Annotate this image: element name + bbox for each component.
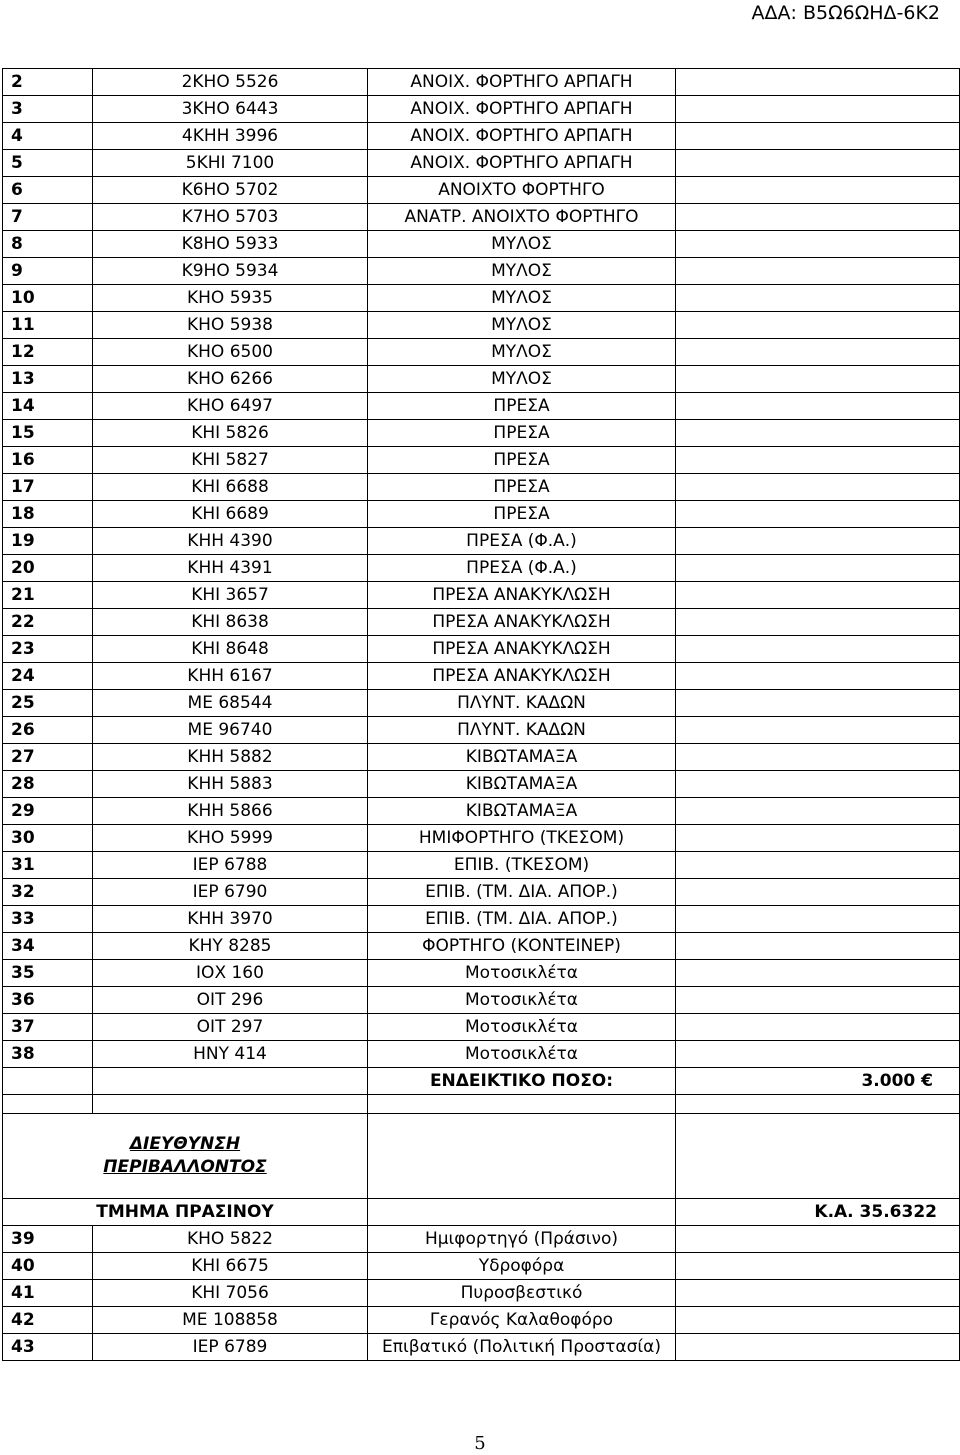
row-number: 12 — [3, 339, 93, 366]
row-number: 31 — [3, 852, 93, 879]
indicative-amount-value: 3.000 € — [676, 1068, 960, 1095]
row-number: 4 — [3, 123, 93, 150]
department-code: Κ.Α. 35.6322 — [676, 1199, 960, 1226]
plate-number: ΚΗΙ 5826 — [93, 420, 368, 447]
vehicle-type: ΜΥΛΟΣ — [368, 231, 676, 258]
table-row — [3, 447, 960, 474]
empty-cell — [676, 285, 960, 312]
table-row — [3, 1307, 960, 1334]
plate-number: ΚΗΟ 6266 — [93, 366, 368, 393]
table-row — [3, 420, 960, 447]
row-number: 11 — [3, 312, 93, 339]
row-number: 7 — [3, 204, 93, 231]
table-row — [3, 690, 960, 717]
table-row — [3, 258, 960, 285]
plate-number: ΗΝΥ 414 — [93, 1041, 368, 1068]
empty-cell — [676, 312, 960, 339]
vehicle-type: ΠΡΕΣΑ ΑΝΑΚΥΚΛΩΣΗ — [368, 609, 676, 636]
empty-cell — [676, 339, 960, 366]
vehicle-type: ΑΝΟΙΧ. ΦΟΡΤΗΓΟ ΑΡΠΑΓΗ — [368, 123, 676, 150]
empty-cell — [676, 987, 960, 1014]
plate-number: ΚΗΗ 5882 — [93, 744, 368, 771]
row-number: 5 — [3, 150, 93, 177]
empty-cell — [676, 771, 960, 798]
empty-cell — [676, 690, 960, 717]
department-label: ΤΜΗΜΑ ΠΡΑΣΙΝΟΥ — [3, 1199, 368, 1226]
vehicle-type: ΜΥΛΟΣ — [368, 312, 676, 339]
empty-cell — [676, 1041, 960, 1068]
row-number: 34 — [3, 933, 93, 960]
vehicle-type: ΠΡΕΣΑ — [368, 393, 676, 420]
row-number: 21 — [3, 582, 93, 609]
row-number: 10 — [3, 285, 93, 312]
plate-number: ΚΗΙ 8638 — [93, 609, 368, 636]
empty-cell — [676, 744, 960, 771]
table-row — [3, 366, 960, 393]
vehicle-type: Ημιφορτηγό (Πράσινο) — [368, 1226, 676, 1253]
empty-cell — [676, 123, 960, 150]
vehicle-type: ΜΥΛΟΣ — [368, 339, 676, 366]
plate-number: ΚΗΟ 5822 — [93, 1226, 368, 1253]
table-row — [3, 933, 960, 960]
plate-number: Κ6ΗΟ 5702 — [93, 177, 368, 204]
table-row — [3, 96, 960, 123]
summary-section — [3, 1068, 960, 1226]
plate-number: ΚΗΗ 4390 — [93, 528, 368, 555]
table-row — [3, 528, 960, 555]
table-row — [3, 69, 960, 96]
directorate-line2: ΠΕΡΙΒΑΛΛΟΝΤΟΣ — [103, 1157, 267, 1177]
table-row — [3, 960, 960, 987]
vehicle-type: ΗΜΙΦΟΡΤΗΓΟ (ΤΚΕΣΟΜ) — [368, 825, 676, 852]
vehicle-type: ΠΛΥΝΤ. ΚΑΔΩΝ — [368, 717, 676, 744]
table-row — [3, 825, 960, 852]
table-row — [3, 393, 960, 420]
table-row — [3, 204, 960, 231]
row-number: 16 — [3, 447, 93, 474]
vehicle-type: Μοτοσικλέτα — [368, 1041, 676, 1068]
vehicle-type: ΑΝΟΙΧ. ΦΟΡΤΗΓΟ ΑΡΠΑΓΗ — [368, 96, 676, 123]
row-number: 23 — [3, 636, 93, 663]
empty-cell — [676, 447, 960, 474]
plate-number: ΜΕ 108858 — [93, 1307, 368, 1334]
vehicle-type: ΕΠΙΒ. (ΤΚΕΣΟΜ) — [368, 852, 676, 879]
plate-number: ΚΗΗ 5866 — [93, 798, 368, 825]
row-number: 28 — [3, 771, 93, 798]
row-number: 25 — [3, 690, 93, 717]
table-row — [3, 609, 960, 636]
vehicle-type: ΚΙΒΩΤΑΜΑΞΑ — [368, 771, 676, 798]
table-row — [3, 312, 960, 339]
empty-cell — [676, 528, 960, 555]
empty-cell — [676, 879, 960, 906]
vehicle-type: ΠΡΕΣΑ — [368, 420, 676, 447]
plate-number: ΚΗΗ 5883 — [93, 771, 368, 798]
row-number: 37 — [3, 1014, 93, 1041]
table-row — [3, 987, 960, 1014]
plate-number: ΚΗΟ 5935 — [93, 285, 368, 312]
row-number: 40 — [3, 1253, 93, 1280]
table-row — [3, 906, 960, 933]
row-number: 43 — [3, 1334, 93, 1361]
empty-cell — [676, 933, 960, 960]
plate-number: ΚΗΙ 8648 — [93, 636, 368, 663]
plate-number: ΟΙΤ 297 — [93, 1014, 368, 1041]
vehicle-type: ΠΡΕΣΑ (Φ.Α.) — [368, 555, 676, 582]
row-number: 14 — [3, 393, 93, 420]
row-number: 33 — [3, 906, 93, 933]
table-row — [3, 636, 960, 663]
row-number: 8 — [3, 231, 93, 258]
empty-cell — [676, 393, 960, 420]
plate-number: ΚΗΟ 5999 — [93, 825, 368, 852]
vehicle-type: ΜΥΛΟΣ — [368, 285, 676, 312]
directorate-title — [3, 1114, 368, 1199]
vehicle-type: Υδροφόρα — [368, 1253, 676, 1280]
table-row — [3, 717, 960, 744]
row-number: 38 — [3, 1041, 93, 1068]
table-row — [3, 1334, 960, 1361]
table-row — [3, 1014, 960, 1041]
row-number: 26 — [3, 717, 93, 744]
plate-number: ΚΗΟ 5938 — [93, 312, 368, 339]
row-number: 9 — [3, 258, 93, 285]
directorate-line1: ΔΙΕΥΘΥΝΣΗ — [129, 1134, 241, 1154]
empty-cell — [676, 420, 960, 447]
row-number: 19 — [3, 528, 93, 555]
vehicle-type: ΕΠΙΒ. (ΤΜ. ΔΙΑ. ΑΠΟΡ.) — [368, 906, 676, 933]
vehicle-rows-top — [3, 69, 960, 1068]
vehicle-type: Επιβατικό (Πολιτική Προστασία) — [368, 1334, 676, 1361]
table-row — [3, 1041, 960, 1068]
table-row — [3, 555, 960, 582]
page-number: 5 — [474, 1433, 486, 1454]
ada-code: ΑΔΑ: Β5Ω6ΩΗΔ-6Κ2 — [751, 2, 940, 24]
vehicle-type: ΑΝΑΤΡ. ΑΝΟΙΧΤΟ ΦΟΡΤΗΓΟ — [368, 204, 676, 231]
table-row — [3, 582, 960, 609]
row-number: 2 — [3, 69, 93, 96]
row-number: 32 — [3, 879, 93, 906]
empty-cell — [676, 555, 960, 582]
plate-number: Κ7ΗΟ 5703 — [93, 204, 368, 231]
table-row — [3, 744, 960, 771]
indicative-amount-row — [3, 1068, 960, 1095]
plate-number: ΚΗΙ 6689 — [93, 501, 368, 528]
table-row — [3, 852, 960, 879]
plate-number: ΚΗΙ 6675 — [93, 1253, 368, 1280]
row-number: 20 — [3, 555, 93, 582]
empty-cell — [676, 798, 960, 825]
empty-cell — [676, 258, 960, 285]
table-row — [3, 879, 960, 906]
row-number: 27 — [3, 744, 93, 771]
table-row — [3, 231, 960, 258]
vehicle-type: ΠΡΕΣΑ ΑΝΑΚΥΚΛΩΣΗ — [368, 663, 676, 690]
table-row — [3, 474, 960, 501]
vehicle-type: Μοτοσικλέτα — [368, 987, 676, 1014]
plate-number: 5ΚΗΙ 7100 — [93, 150, 368, 177]
plate-number: 3ΚΗΟ 6443 — [93, 96, 368, 123]
table-row — [3, 798, 960, 825]
vehicle-type: ΠΡΕΣΑ — [368, 447, 676, 474]
plate-number: ΚΗΟ 6500 — [93, 339, 368, 366]
row-number: 29 — [3, 798, 93, 825]
vehicle-type: ΑΝΟΙΧ. ΦΟΡΤΗΓΟ ΑΡΠΑΓΗ — [368, 69, 676, 96]
empty-cell — [676, 501, 960, 528]
empty-cell — [676, 663, 960, 690]
empty-cell — [676, 96, 960, 123]
empty-cell — [676, 1226, 960, 1253]
table-row — [3, 123, 960, 150]
vehicle-type: ΠΛΥΝΤ. ΚΑΔΩΝ — [368, 690, 676, 717]
row-number: 35 — [3, 960, 93, 987]
empty-cell — [676, 1253, 960, 1280]
table-row — [3, 339, 960, 366]
row-number: 18 — [3, 501, 93, 528]
table-row — [3, 1226, 960, 1253]
plate-number: ΜΕ 68544 — [93, 690, 368, 717]
vehicle-type: ΕΠΙΒ. (ΤΜ. ΔΙΑ. ΑΠΟΡ.) — [368, 879, 676, 906]
vehicle-type: ΑΝΟΙΧΤΟ ΦΟΡΤΗΓΟ — [368, 177, 676, 204]
empty-cell — [676, 177, 960, 204]
plate-number: ΚΗΙ 5827 — [93, 447, 368, 474]
plate-number: ΙΕΡ 6789 — [93, 1334, 368, 1361]
vehicle-type: ΠΡΕΣΑ ΑΝΑΚΥΚΛΩΣΗ — [368, 636, 676, 663]
directorate-row — [3, 1114, 960, 1199]
empty-cell — [676, 366, 960, 393]
empty-cell — [676, 474, 960, 501]
empty-cell — [676, 69, 960, 96]
plate-number: ΚΗΗ 4391 — [93, 555, 368, 582]
table-row — [3, 177, 960, 204]
plate-number: ΙΕΡ 6788 — [93, 852, 368, 879]
vehicle-type: ΠΡΕΣΑ — [368, 474, 676, 501]
plate-number: ΚΗΙ 7056 — [93, 1280, 368, 1307]
empty-cell — [676, 906, 960, 933]
table-row — [3, 1280, 960, 1307]
vehicle-type: Πυροσβεστικό — [368, 1280, 676, 1307]
vehicle-type: ΜΥΛΟΣ — [368, 258, 676, 285]
plate-number: Κ8ΗΟ 5933 — [93, 231, 368, 258]
vehicle-rows-green — [3, 1226, 960, 1361]
table-row — [3, 663, 960, 690]
plate-number: ΙΕΡ 6790 — [93, 879, 368, 906]
plate-number: ΚΗΙ 6688 — [93, 474, 368, 501]
empty-cell — [676, 150, 960, 177]
vehicle-table — [2, 68, 960, 1361]
row-number: 36 — [3, 987, 93, 1014]
table-row — [3, 150, 960, 177]
row-number: 6 — [3, 177, 93, 204]
row-number: 42 — [3, 1307, 93, 1334]
spacer-row — [3, 1095, 960, 1114]
empty-cell — [676, 582, 960, 609]
empty-cell — [676, 204, 960, 231]
row-number: 39 — [3, 1226, 93, 1253]
vehicle-type: ΠΡΕΣΑ — [368, 501, 676, 528]
empty-cell — [676, 852, 960, 879]
empty-cell — [676, 960, 960, 987]
empty-cell — [676, 1014, 960, 1041]
vehicle-type: Μοτοσικλέτα — [368, 1014, 676, 1041]
row-number: 13 — [3, 366, 93, 393]
empty-cell — [676, 825, 960, 852]
plate-number: 2ΚΗΟ 5526 — [93, 69, 368, 96]
row-number: 41 — [3, 1280, 93, 1307]
empty-cell — [676, 609, 960, 636]
table-row — [3, 1253, 960, 1280]
table-row — [3, 771, 960, 798]
plate-number: ΜΕ 96740 — [93, 717, 368, 744]
vehicle-type: Μοτοσικλέτα — [368, 960, 676, 987]
vehicle-type: Γερανός Καλαθοφόρο — [368, 1307, 676, 1334]
plate-number: ΚΗΟ 6497 — [93, 393, 368, 420]
vehicle-type: ΠΡΕΣΑ ΑΝΑΚΥΚΛΩΣΗ — [368, 582, 676, 609]
empty-cell — [676, 717, 960, 744]
vehicle-type: ΑΝΟΙΧ. ΦΟΡΤΗΓΟ ΑΡΠΑΓΗ — [368, 150, 676, 177]
plate-number: ΚΗΗ 3970 — [93, 906, 368, 933]
vehicle-type: ΚΙΒΩΤΑΜΑΞΑ — [368, 744, 676, 771]
plate-number: Κ9ΗΟ 5934 — [93, 258, 368, 285]
row-number: 3 — [3, 96, 93, 123]
plate-number: 4ΚΗΗ 3996 — [93, 123, 368, 150]
row-number: 22 — [3, 609, 93, 636]
plate-number: ΚΗΗ 6167 — [93, 663, 368, 690]
plate-number: ΙΟΧ 160 — [93, 960, 368, 987]
vehicle-type: ΚΙΒΩΤΑΜΑΞΑ — [368, 798, 676, 825]
empty-cell — [676, 1307, 960, 1334]
empty-cell — [676, 636, 960, 663]
empty-cell — [676, 231, 960, 258]
row-number: 15 — [3, 420, 93, 447]
plate-number: ΚΗΥ 8285 — [93, 933, 368, 960]
vehicle-type: ΜΥΛΟΣ — [368, 366, 676, 393]
department-row — [3, 1199, 960, 1226]
table-row — [3, 285, 960, 312]
vehicle-type: ΦΟΡΤΗΓΟ (ΚΟΝΤΕΙΝΕΡ) — [368, 933, 676, 960]
vehicle-type: ΠΡΕΣΑ (Φ.Α.) — [368, 528, 676, 555]
plate-number: ΚΗΙ 3657 — [93, 582, 368, 609]
indicative-amount-label: ΕΝΔΕΙΚΤΙΚΟ ΠΟΣΟ: — [368, 1068, 676, 1095]
plate-number: ΟΙΤ 296 — [93, 987, 368, 1014]
empty-cell — [676, 1334, 960, 1361]
table-row — [3, 501, 960, 528]
row-number: 30 — [3, 825, 93, 852]
row-number: 24 — [3, 663, 93, 690]
empty-cell — [676, 1280, 960, 1307]
row-number: 17 — [3, 474, 93, 501]
